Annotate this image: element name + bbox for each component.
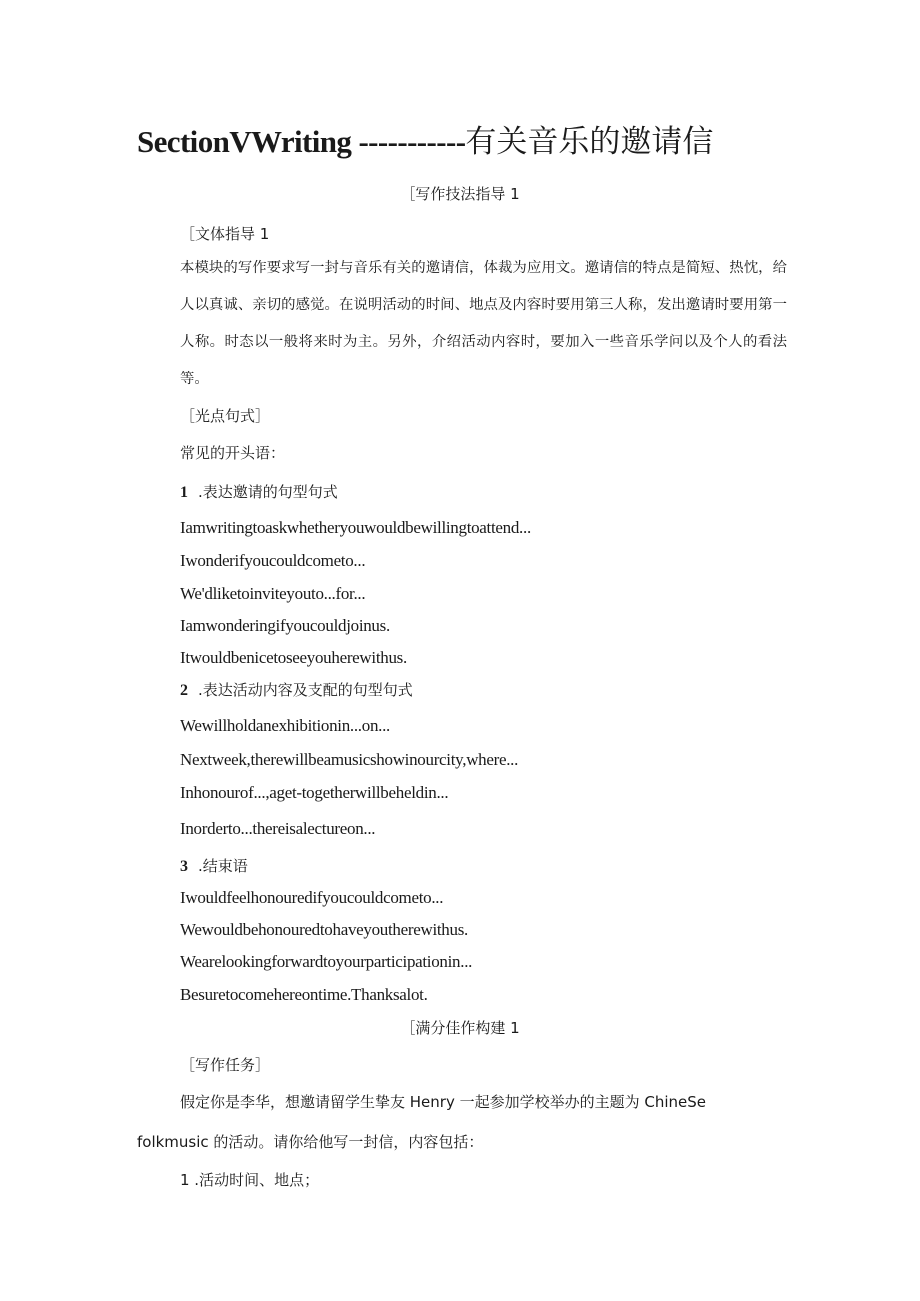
group-label: .结束语 (198, 857, 248, 875)
title-chinese: 有关音乐的邀请信 (465, 124, 714, 160)
group-2-heading (180, 680, 413, 701)
highlights-intro: 常见的开头语： (180, 444, 286, 462)
section-heading-model-essay: ［满分佳作构建 1 (400, 1019, 520, 1037)
task-item-1: 1 .活动时间、地点； (180, 1171, 320, 1189)
group-number: 2 (180, 682, 188, 699)
sentence-line: Nextweek,therewillbeamusicshowinourcity,where... (180, 750, 519, 769)
sentence-line: Besuretocomehereontime.Thanksalot. (180, 985, 428, 1004)
style-guide-paragraph: 本模块的写作要求写一封与音乐有关的邀请信，体裁为应用文。邀请信的特点是简短、热忱，给人以真诚、亲切的感觉。在说明活动的时间、地点及内容时要用第三人称，发出邀请时要用第一人称。时态以一般将来时为主。另外，介绍活动内容时，要加入一些音乐学问以及个人的看法等。 (180, 260, 787, 387)
sentence-line: Inhonourof...,aget-togetherwillbeheldin... (180, 783, 449, 802)
sentence-line: Iwouldfeelhonouredifyoucouldcometo... (180, 888, 444, 907)
group-label: .表达活动内容及支配的句型句式 (198, 681, 413, 699)
sentence-line: Iamwonderingifyoucouldjoinus. (180, 616, 390, 635)
sentence-line: Wewillholdanexhibitionin...on... (180, 716, 391, 735)
group-number: 3 (180, 858, 188, 875)
style-guide-heading: ［文体指导 1 (180, 225, 270, 243)
group-3-heading (180, 856, 248, 877)
task-heading: ［写作任务］ (180, 1056, 271, 1074)
sentence-line: Iamwritingtoaskwhetheryouwouldbewillingtoattend... (180, 518, 531, 537)
highlights-heading: ［光点句式］ (180, 407, 271, 425)
group-number: 1 (180, 484, 188, 501)
group-label: .表达邀请的句型句式 (198, 483, 338, 501)
group-1-heading (180, 482, 338, 503)
sentence-line: We'dliketoinviteyouto...for... (180, 584, 366, 603)
section-heading-writing-guidance: ［写作技法指导 1 (400, 185, 520, 203)
sentence-line: Wewouldbehonouredtohaveyoutherewithus. (180, 920, 468, 939)
sentence-line: Iwonderifyoucouldcometo... (180, 551, 366, 570)
sentence-line: Inorderto...thereisalectureon... (180, 819, 376, 838)
sentence-line: Itwouldbenicetoseeyouherewithus. (180, 648, 407, 667)
page-title (137, 116, 713, 161)
task-line-2: folkmusic 的活动。请你给他写一封信，内容包括： (137, 1133, 484, 1151)
title-english: SectionVWriting ----------- (137, 124, 466, 159)
sentence-line: Wearelookingforwardtoyourparticipationin... (180, 952, 473, 971)
task-line-1: 假定你是李华，想邀请留学生挚友 Henry 一起参加学校举办的主题为 ChineSe (180, 1093, 706, 1111)
